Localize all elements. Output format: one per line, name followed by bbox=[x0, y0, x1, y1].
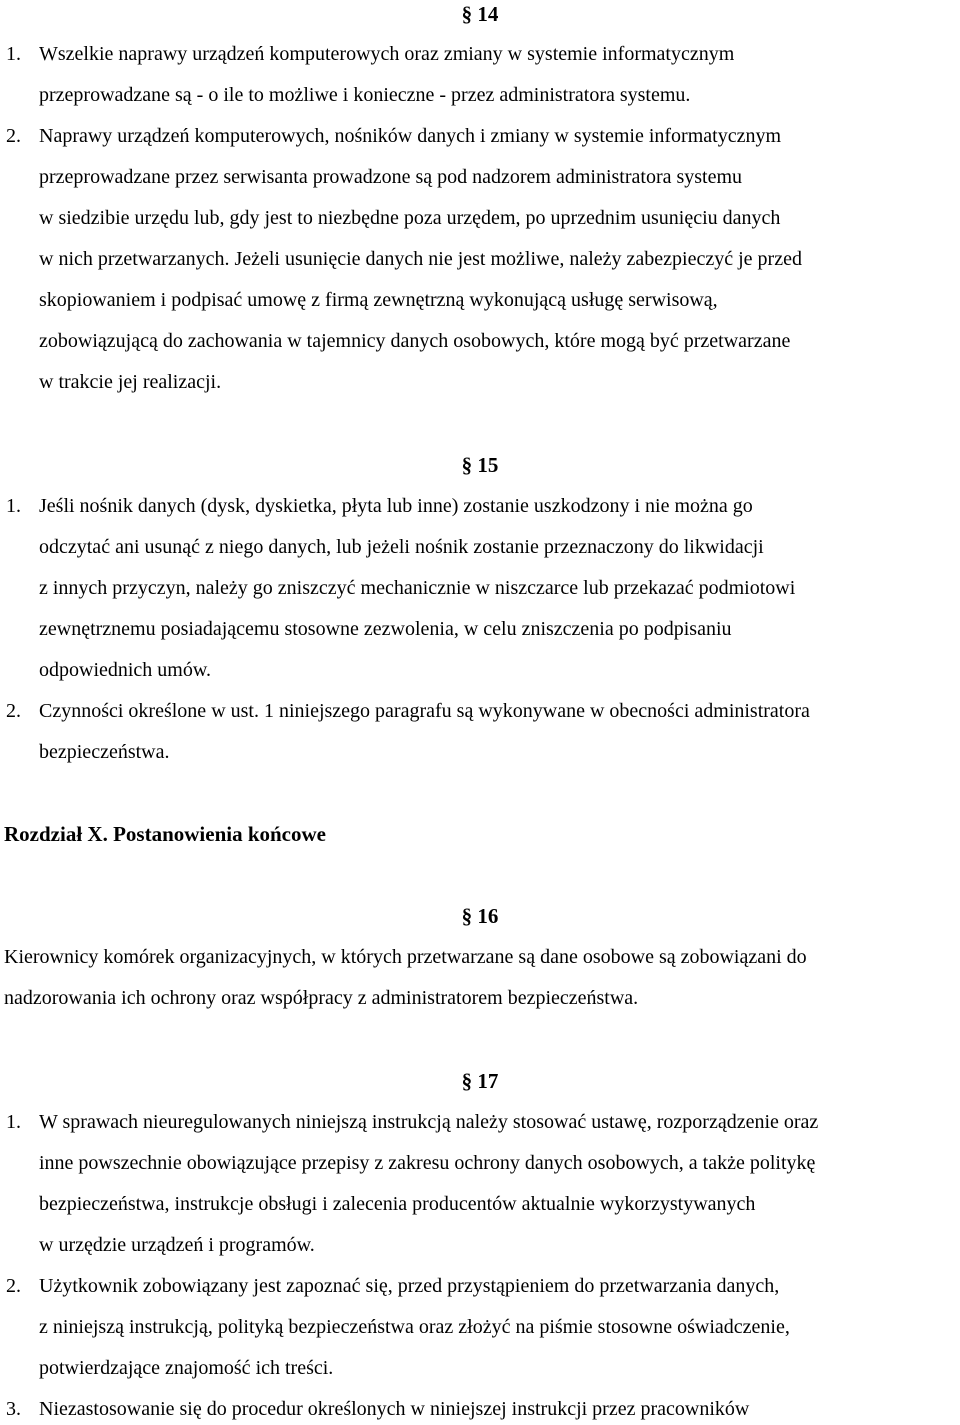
paragraph-line: nadzorowania ich ochrony oraz współpracy z administratorem bezpieczeństwa. bbox=[4, 987, 639, 1009]
paragraph-number: 3. bbox=[6, 1398, 21, 1420]
paragraph-line: Wszelkie naprawy urządzeń komputerowych oraz zmiany w systemie informatycznym bbox=[39, 43, 735, 65]
section-heading-16: § 16 bbox=[461, 904, 499, 928]
paragraph-number: 2. bbox=[6, 700, 21, 722]
chapter-title: Rozdział X. Postanowienia końcowe bbox=[4, 822, 326, 846]
paragraph-line: zobowiązującą do zachowania w tajemnicy danych osobowych, które mogą być przetwarzane bbox=[39, 330, 791, 352]
paragraph-number: 2. bbox=[6, 125, 21, 147]
paragraph-number: 1. bbox=[6, 495, 21, 517]
paragraph-line: w urzędzie urządzeń i programów. bbox=[39, 1234, 315, 1256]
section-heading-17: § 17 bbox=[461, 1069, 499, 1093]
paragraph-number: 2. bbox=[6, 1275, 21, 1297]
paragraph-line: w nich przetwarzanych. Jeżeli usunięcie danych nie jest możliwe, należy zabezpieczyć je przed bbox=[39, 248, 802, 270]
paragraph-line: Naprawy urządzeń komputerowych, nośników danych i zmiany w systemie informatycznym bbox=[39, 125, 782, 147]
paragraph-line: Czynności określone w ust. 1 niniejszego paragrafu są wykonywane w obecności administratora bbox=[39, 700, 810, 722]
paragraph-number: 1. bbox=[6, 43, 21, 65]
paragraph-line: odpowiednich umów. bbox=[39, 659, 212, 681]
paragraph-line: zewnętrznemu posiadającemu stosowne zezwolenia, w celu zniszczenia po podpisaniu bbox=[39, 618, 732, 640]
paragraph-line: potwierdzające znajomość ich treści. bbox=[39, 1357, 334, 1379]
paragraph-line: W sprawach nieuregulowanych niniejszą instrukcją należy stosować ustawę, rozporządzenie oraz bbox=[39, 1111, 819, 1133]
paragraph-line: bezpieczeństwa. bbox=[39, 741, 170, 763]
paragraph-line: Użytkownik zobowiązany jest zapoznać się, przed przystąpieniem do przetwarzania danych, bbox=[39, 1275, 780, 1297]
paragraph-line: z innych przyczyn, należy go zniszczyć mechanicznie w niszczarce lub przekazać podmiotowi bbox=[39, 577, 796, 599]
section-heading-14: § 14 bbox=[461, 2, 499, 26]
paragraph-line: przeprowadzane przez serwisanta prowadzone są pod nadzorem administratora systemu bbox=[39, 166, 743, 188]
paragraph-line: inne powszechnie obowiązujące przepisy z zakresu ochrony danych osobowych, a także politykę bbox=[39, 1152, 816, 1174]
paragraph-number: 1. bbox=[6, 1111, 21, 1133]
paragraph-line: przeprowadzane są - o ile to możliwe i konieczne - przez administratora systemu. bbox=[39, 84, 691, 106]
paragraph-line: w siedzibie urzędu lub, gdy jest to niezbędne poza urzędem, po uprzednim usunięciu danych bbox=[39, 207, 781, 229]
paragraph-line: w trakcie jej realizacji. bbox=[39, 371, 222, 393]
paragraph-line: Niezastosowanie się do procedur określonych w niniejszej instrukcji przez pracowników bbox=[39, 1398, 750, 1420]
paragraph-line: skopiowaniem i podpisać umowę z firmą zewnętrzną wykonującą usługę serwisową, bbox=[39, 289, 718, 311]
paragraph-line: Kierownicy komórek organizacyjnych, w których przetwarzane są dane osobowe są zobowiązani do bbox=[4, 946, 807, 968]
paragraph-line: odczytać ani usunąć z niego danych, lub jeżeli nośnik zostanie przeznaczony do likwidacji bbox=[39, 536, 764, 558]
paragraph-line: z niniejszą instrukcją, polityką bezpieczeństwa oraz złożyć na piśmie stosowne oświadczenie, bbox=[39, 1316, 790, 1338]
section-heading-15: § 15 bbox=[461, 453, 499, 477]
paragraph-line: bezpieczeństwa, instrukcje obsługi i zalecenia producentów aktualnie wykorzystywanych bbox=[39, 1193, 756, 1215]
paragraph-line: Jeśli nośnik danych (dysk, dyskietka, płyta lub inne) zostanie uszkodzony i nie można go bbox=[39, 495, 753, 517]
